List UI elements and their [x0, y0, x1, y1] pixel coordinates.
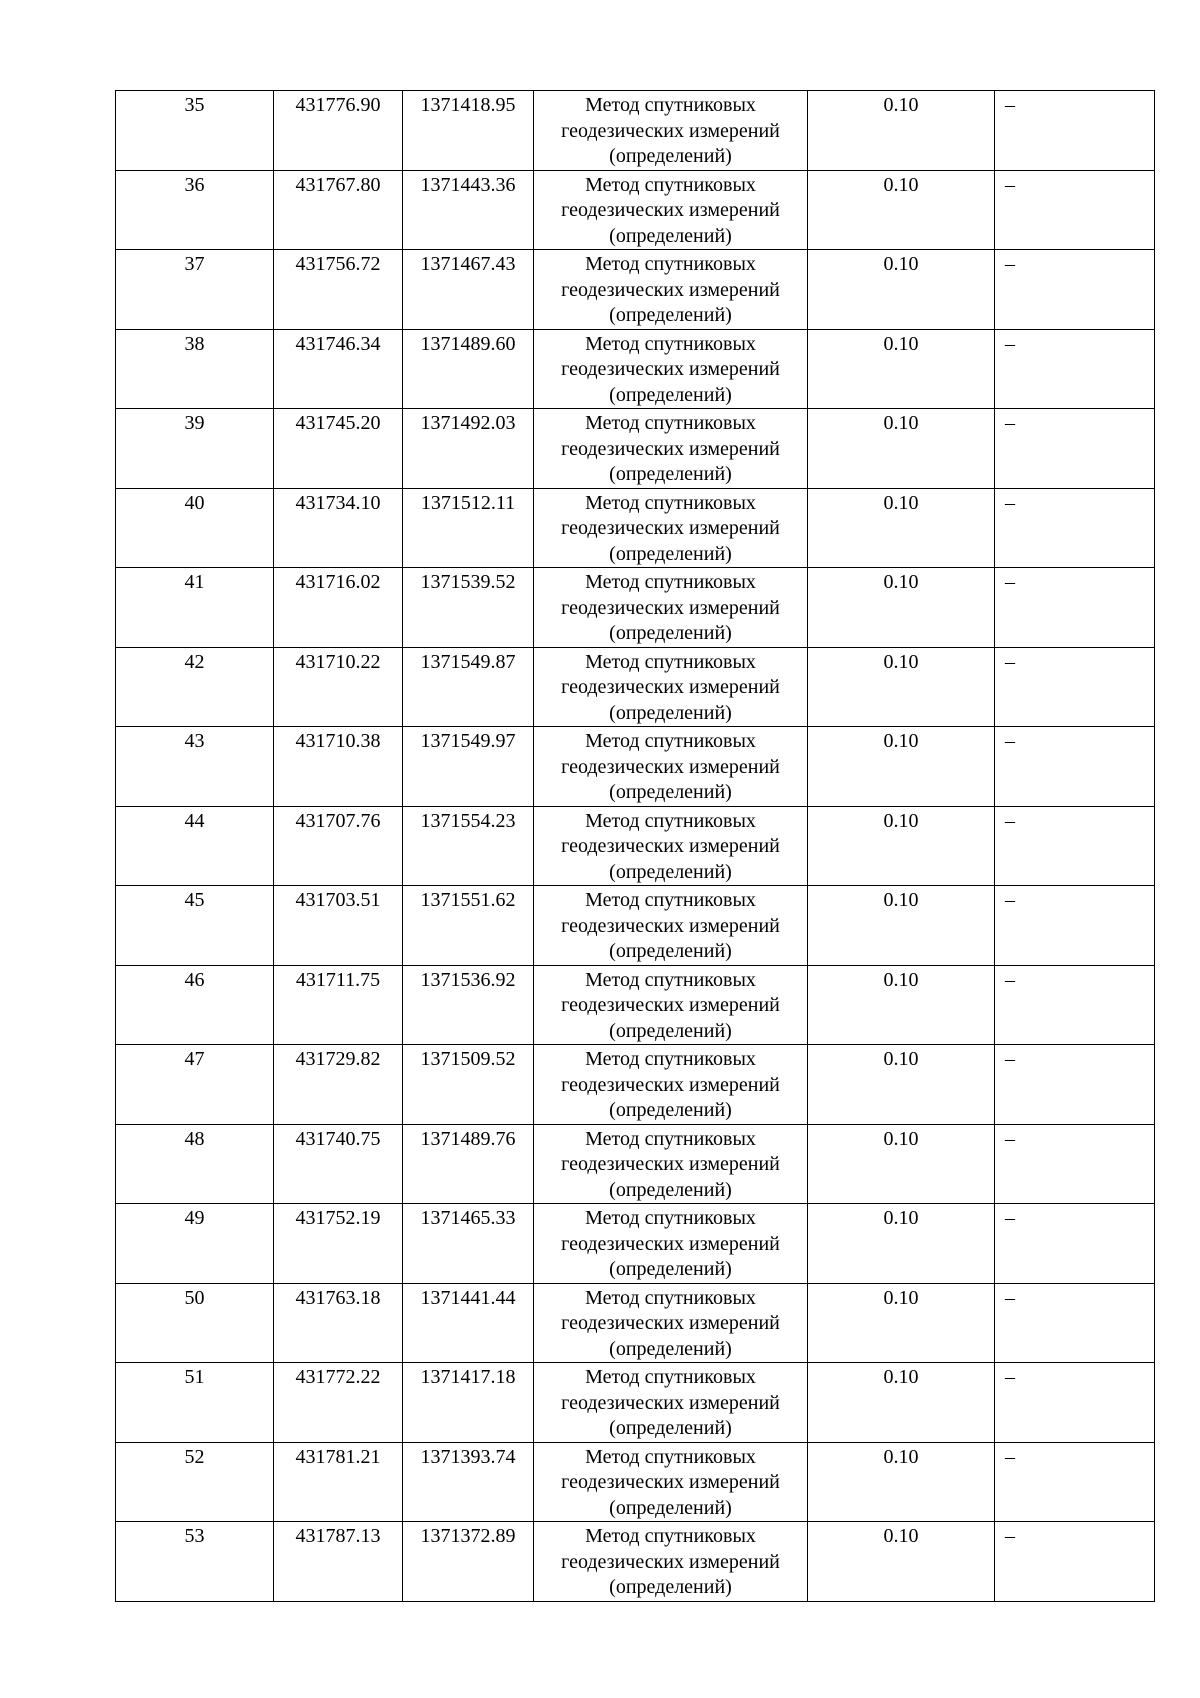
table-row	[116, 568, 1155, 648]
accuracy-cell: 0.10	[808, 250, 995, 330]
note-cell: –	[995, 91, 1155, 171]
y-coordinate-cell: 1371492.03	[403, 409, 534, 489]
point-number-cell: 49	[116, 1204, 274, 1284]
point-number-cell: 50	[116, 1283, 274, 1363]
x-coordinate-cell: 431716.02	[274, 568, 403, 648]
y-coordinate-cell: 1371417.18	[403, 1363, 534, 1443]
point-number-cell: 38	[116, 329, 274, 409]
accuracy-cell: 0.10	[808, 647, 995, 727]
x-coordinate-cell: 431756.72	[274, 250, 403, 330]
point-number-cell: 43	[116, 727, 274, 807]
coordinates-table-body	[116, 91, 1155, 1602]
x-coordinate-cell: 431767.80	[274, 170, 403, 250]
x-coordinate-cell: 431781.21	[274, 1442, 403, 1522]
y-coordinate-cell: 1371551.62	[403, 886, 534, 966]
table-row	[116, 1124, 1155, 1204]
method-cell: Метод спутниковых геодезических измерений (определений)	[534, 1442, 808, 1522]
y-coordinate-cell: 1371489.60	[403, 329, 534, 409]
accuracy-cell: 0.10	[808, 965, 995, 1045]
accuracy-cell: 0.10	[808, 1124, 995, 1204]
accuracy-cell: 0.10	[808, 1045, 995, 1125]
y-coordinate-cell: 1371489.76	[403, 1124, 534, 1204]
method-cell: Метод спутниковых геодезических измерений (определений)	[534, 1204, 808, 1284]
y-coordinate-cell: 1371536.92	[403, 965, 534, 1045]
method-cell: Метод спутниковых геодезических измерений (определений)	[534, 1522, 808, 1602]
method-cell: Метод спутниковых геодезических измерений (определений)	[534, 1363, 808, 1443]
accuracy-cell: 0.10	[808, 1442, 995, 1522]
method-cell: Метод спутниковых геодезических измерений (определений)	[534, 250, 808, 330]
note-cell: –	[995, 965, 1155, 1045]
table-row	[116, 91, 1155, 171]
x-coordinate-cell: 431729.82	[274, 1045, 403, 1125]
point-number-cell: 46	[116, 965, 274, 1045]
x-coordinate-cell: 431734.10	[274, 488, 403, 568]
note-cell: –	[995, 1522, 1155, 1602]
accuracy-cell: 0.10	[808, 409, 995, 489]
note-cell: –	[995, 1045, 1155, 1125]
table-row	[116, 1204, 1155, 1284]
table-row	[116, 965, 1155, 1045]
note-cell: –	[995, 886, 1155, 966]
note-cell: –	[995, 1363, 1155, 1443]
table-row	[116, 1045, 1155, 1125]
point-number-cell: 52	[116, 1442, 274, 1522]
x-coordinate-cell: 431745.20	[274, 409, 403, 489]
method-cell: Метод спутниковых геодезических измерений (определений)	[534, 965, 808, 1045]
method-cell: Метод спутниковых геодезических измерений (определений)	[534, 1045, 808, 1125]
point-number-cell: 51	[116, 1363, 274, 1443]
point-number-cell: 42	[116, 647, 274, 727]
table-row	[116, 1283, 1155, 1363]
x-coordinate-cell: 431710.22	[274, 647, 403, 727]
accuracy-cell: 0.10	[808, 886, 995, 966]
y-coordinate-cell: 1371418.95	[403, 91, 534, 171]
y-coordinate-cell: 1371372.89	[403, 1522, 534, 1602]
table-row	[116, 170, 1155, 250]
y-coordinate-cell: 1371549.87	[403, 647, 534, 727]
method-cell: Метод спутниковых геодезических измерений (определений)	[534, 886, 808, 966]
x-coordinate-cell: 431707.76	[274, 806, 403, 886]
x-coordinate-cell: 431703.51	[274, 886, 403, 966]
accuracy-cell: 0.10	[808, 170, 995, 250]
point-number-cell: 40	[116, 488, 274, 568]
table-row	[116, 1442, 1155, 1522]
note-cell: –	[995, 329, 1155, 409]
y-coordinate-cell: 1371441.44	[403, 1283, 534, 1363]
note-cell: –	[995, 1442, 1155, 1522]
table-row	[116, 806, 1155, 886]
note-cell: –	[995, 1283, 1155, 1363]
accuracy-cell: 0.10	[808, 91, 995, 171]
point-number-cell: 53	[116, 1522, 274, 1602]
accuracy-cell: 0.10	[808, 488, 995, 568]
method-cell: Метод спутниковых геодезических измерений (определений)	[534, 727, 808, 807]
point-number-cell: 44	[116, 806, 274, 886]
accuracy-cell: 0.10	[808, 1522, 995, 1602]
point-number-cell: 48	[116, 1124, 274, 1204]
y-coordinate-cell: 1371443.36	[403, 170, 534, 250]
method-cell: Метод спутниковых геодезических измерений (определений)	[534, 488, 808, 568]
method-cell: Метод спутниковых геодезических измерений (определений)	[534, 91, 808, 171]
table-row	[116, 329, 1155, 409]
note-cell: –	[995, 568, 1155, 648]
point-number-cell: 39	[116, 409, 274, 489]
x-coordinate-cell: 431776.90	[274, 91, 403, 171]
point-number-cell: 41	[116, 568, 274, 648]
y-coordinate-cell: 1371467.43	[403, 250, 534, 330]
point-number-cell: 35	[116, 91, 274, 171]
y-coordinate-cell: 1371554.23	[403, 806, 534, 886]
x-coordinate-cell: 431787.13	[274, 1522, 403, 1602]
method-cell: Метод спутниковых геодезических измерений (определений)	[534, 647, 808, 727]
method-cell: Метод спутниковых геодезических измерений (определений)	[534, 409, 808, 489]
note-cell: –	[995, 250, 1155, 330]
note-cell: –	[995, 409, 1155, 489]
x-coordinate-cell: 431772.22	[274, 1363, 403, 1443]
accuracy-cell: 0.10	[808, 727, 995, 807]
note-cell: –	[995, 727, 1155, 807]
y-coordinate-cell: 1371393.74	[403, 1442, 534, 1522]
point-number-cell: 47	[116, 1045, 274, 1125]
x-coordinate-cell: 431710.38	[274, 727, 403, 807]
x-coordinate-cell: 431746.34	[274, 329, 403, 409]
x-coordinate-cell: 431752.19	[274, 1204, 403, 1284]
table-row	[116, 886, 1155, 966]
method-cell: Метод спутниковых геодезических измерений (определений)	[534, 806, 808, 886]
x-coordinate-cell: 431740.75	[274, 1124, 403, 1204]
method-cell: Метод спутниковых геодезических измерений (определений)	[534, 1124, 808, 1204]
table-row	[116, 647, 1155, 727]
y-coordinate-cell: 1371512.11	[403, 488, 534, 568]
method-cell: Метод спутниковых геодезических измерений (определений)	[534, 568, 808, 648]
note-cell: –	[995, 1204, 1155, 1284]
accuracy-cell: 0.10	[808, 806, 995, 886]
point-number-cell: 37	[116, 250, 274, 330]
y-coordinate-cell: 1371549.97	[403, 727, 534, 807]
coordinates-table	[115, 90, 1155, 1602]
point-number-cell: 45	[116, 886, 274, 966]
table-row	[116, 1363, 1155, 1443]
note-cell: –	[995, 806, 1155, 886]
accuracy-cell: 0.10	[808, 1283, 995, 1363]
table-row	[116, 250, 1155, 330]
y-coordinate-cell: 1371509.52	[403, 1045, 534, 1125]
x-coordinate-cell: 431763.18	[274, 1283, 403, 1363]
accuracy-cell: 0.10	[808, 1204, 995, 1284]
x-coordinate-cell: 431711.75	[274, 965, 403, 1045]
point-number-cell: 36	[116, 170, 274, 250]
accuracy-cell: 0.10	[808, 568, 995, 648]
note-cell: –	[995, 170, 1155, 250]
method-cell: Метод спутниковых геодезических измерений (определений)	[534, 1283, 808, 1363]
y-coordinate-cell: 1371465.33	[403, 1204, 534, 1284]
note-cell: –	[995, 488, 1155, 568]
note-cell: –	[995, 1124, 1155, 1204]
table-row	[116, 727, 1155, 807]
accuracy-cell: 0.10	[808, 329, 995, 409]
method-cell: Метод спутниковых геодезических измерений (определений)	[534, 170, 808, 250]
method-cell: Метод спутниковых геодезических измерений (определений)	[534, 329, 808, 409]
note-cell: –	[995, 647, 1155, 727]
accuracy-cell: 0.10	[808, 1363, 995, 1443]
table-row	[116, 488, 1155, 568]
table-row	[116, 1522, 1155, 1602]
table-row	[116, 409, 1155, 489]
y-coordinate-cell: 1371539.52	[403, 568, 534, 648]
